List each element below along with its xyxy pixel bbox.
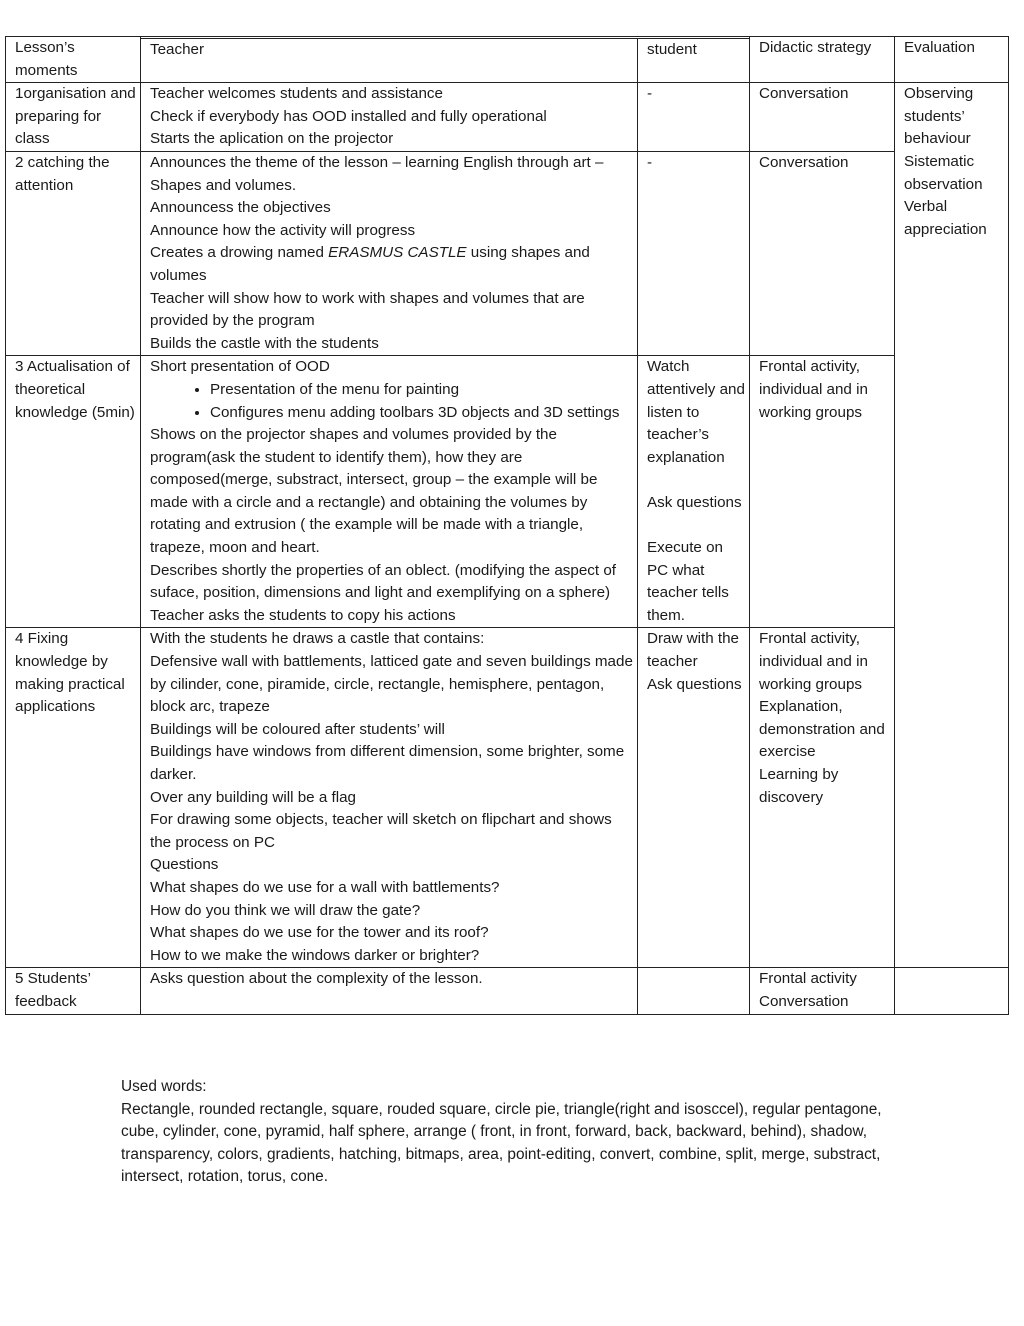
drawing-name: ERASMUS CASTLE [328,244,467,262]
teacher-line: Announce how the activity will progress [150,221,416,239]
evaluation-cell [895,968,1009,1014]
teacher-line: Over any building will be a flag [150,788,356,806]
header-evaluation: Evaluation [895,37,1009,83]
table-row [6,628,1009,968]
student-cell: - [638,151,750,355]
teacher-cell [141,356,638,628]
evaluation-line: Observing students’ behaviour [904,85,974,148]
teacher-cell [141,151,638,355]
teacher-line: What shapes do we use for a wall with battlements? [150,878,500,896]
teacher-line-drawing: Creates a drowing named ERASMUS CASTLE using shapes and volumes [150,244,590,284]
moment-cell: 2 catching the attention [6,151,141,355]
header-strategy: Didactic strategy [750,37,895,83]
teacher-line: Shows on the projector shapes and volumes provided by the program(ask the student to identify them), how they are composed(merge, substract, intersect, group – the example will be made with a circle and a rectangle) and obtaining the volumes by rotating and extrusion ( the example will be made with a triangle, trapeze, moon and heart. [150,426,598,557]
header-teacher: Teacher [141,38,638,82]
teacher-line: How to we make the windows darker or brighter? [150,946,480,964]
table-row [6,356,1009,628]
strategy-cell: Conversation [750,83,895,152]
used-words-list: Rectangle, rounded rectangle, square, rouded square, circle pie, triangle(right and isosccel), regular pentagone, cube, cylinder, cone, pyramid, half sphere, arrange ( front, in front, forward, back, backward, behind), shadow, transparency, colors, gradients, hatching, bitmaps, area, point-editing, convert, combine, split, merge, substract, intersect, rotation, torus, cone. [121,1100,882,1186]
student-block: Execute on PC what teacher tells them. [647,539,729,624]
header-moments: Lesson’s moments [6,37,141,83]
bullet-item: • Presentation of the menu for painting [210,379,633,402]
teacher-line: Short presentation of OOD [150,358,330,376]
table-row [6,83,1009,152]
strategy-line: Explanation, demonstration and exercise [759,698,885,761]
teacher-line: Teacher asks the students to copy his actions [150,606,456,624]
header-student: student [638,38,750,82]
teacher-line: Teacher will show how to work with shapes and volumes that are provided by the program [150,289,585,330]
teacher-line: For drawing some objects, teacher will sketch on flipchart and shows the process on PC [150,811,612,851]
bullet-list [150,379,633,424]
teacher-cell [141,628,638,968]
student-cell [638,356,750,628]
student-block: Ask questions [647,493,742,511]
teacher-line: What shapes do we use for the tower and its roof? [150,924,489,942]
teacher-line: Announcess the objectives [150,199,331,217]
moment-cell: 3 Actualisation of theoretical knowledge (5min) [6,356,141,628]
bullet-item: • Configures menu adding toolbars 3D objects and 3D settings [210,402,633,425]
teacher-line: With the students he draws a castle that contains: [150,630,485,648]
used-words-section [121,1076,921,1189]
teacher-line: Starts the aplication on the projector [150,130,394,148]
teacher-line: How do you think we will draw the gate? [150,901,421,919]
strategy-line: Conversation [759,992,849,1010]
teacher-line: Questions [150,856,219,874]
strategy-line: Frontal activity, individual and in working groups [759,630,868,693]
strategy-cell [750,968,895,1014]
evaluation-line: Verbal appreciation [904,198,987,238]
teacher-line: Defensive wall with battlements, latticed gate and seven buildings made by cilinder, cone, piramide, circle, rectangle, hemisphere, pentagon, block arc, trapeze [150,653,633,716]
teacher-cell: Asks question about the complexity of the lesson. [141,968,638,1014]
used-words-label: Used words: [121,1078,207,1095]
student-cell [638,628,750,968]
teacher-cell [141,83,638,152]
teacher-line: Builds the castle with the students [150,334,379,352]
table-row [6,151,1009,355]
student-line: Draw with the teacher [647,630,740,671]
student-line: Ask questions [647,675,742,693]
teacher-line: Describes shortly the properties of an oblect. (modifying the aspect of suface, position, dimensions and light and exemplifying on a sphere) [150,561,616,602]
teacher-line: Teacher welcomes students and assistance [150,85,443,103]
table-row [6,968,1009,1014]
teacher-line: Buildings will be coloured after students’ will [150,720,445,738]
lesson-plan-table [5,36,1009,1015]
moment-cell: 1organisation and preparing for class [6,83,141,152]
strategy-line: Learning by discovery [759,766,839,806]
teacher-line: Check if everybody has OOD installed and fully operational [150,107,547,125]
strategy-cell: Conversation [750,151,895,355]
strategy-line: Frontal activity [759,970,857,988]
strategy-cell: Frontal activity, individual and in working groups [750,356,895,628]
student-cell [638,968,750,1014]
strategy-cell [750,628,895,968]
student-block: Watch attentively and listen to teacher’s explanation [647,358,745,466]
moment-cell: 4 Fixing knowledge by making practical applications [6,628,141,968]
evaluation-line: Sistematic observation [904,152,983,193]
moment-cell: 5 Students’ feedback [6,968,141,1014]
teacher-line: Announces the theme of the lesson – learning English through art – Shapes and volumes. [150,153,604,194]
student-cell: - [638,83,750,152]
teacher-line: Buildings have windows from different dimension, some brighter, some darker. [150,743,625,783]
evaluation-cell [895,83,1009,968]
